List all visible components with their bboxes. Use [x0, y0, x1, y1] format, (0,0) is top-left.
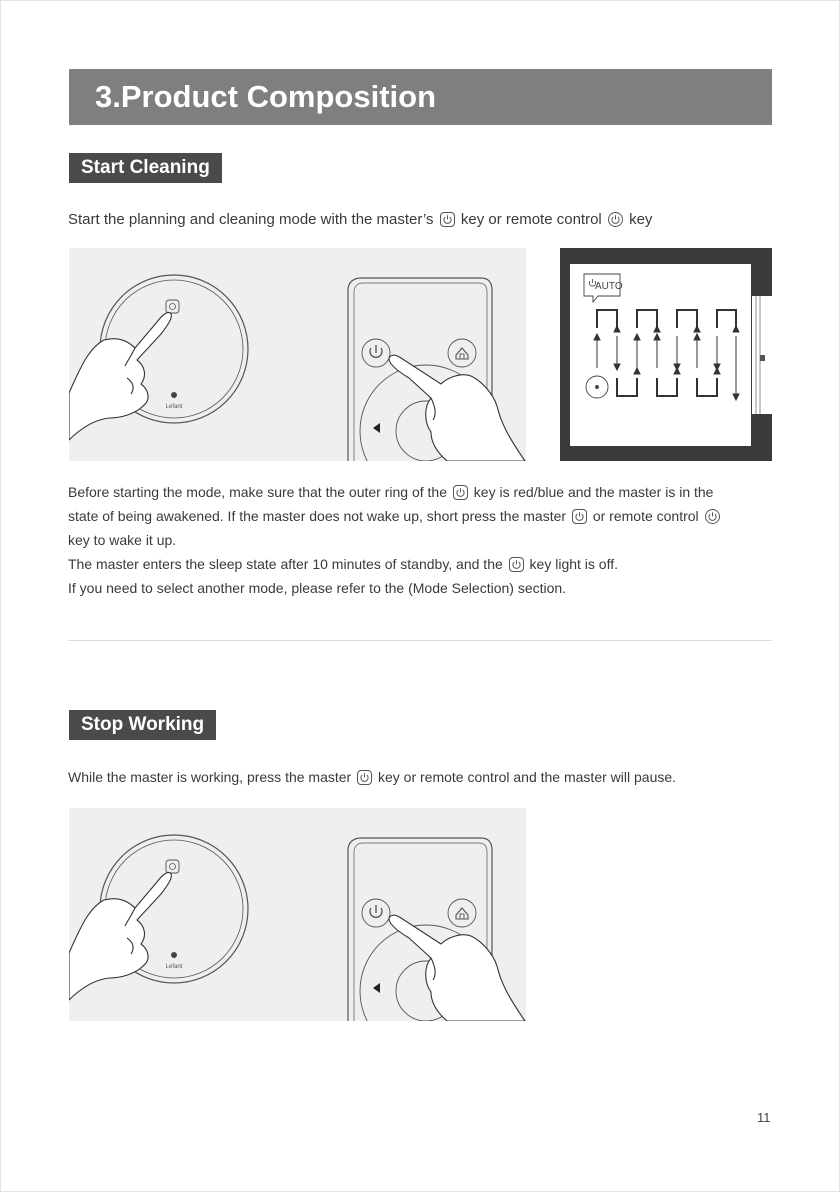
- power-round-icon: [705, 509, 720, 524]
- start-illustration: [69, 248, 526, 461]
- page-number: 11: [757, 1110, 771, 1125]
- robot-brand: Lefant: [165, 404, 183, 410]
- left-arrow-icon: [373, 983, 380, 993]
- stop-lead-after: key or remote control and the master will pause.: [378, 769, 677, 785]
- section-title: 3.Product Composition: [69, 69, 772, 125]
- power-key-icon: [357, 770, 372, 785]
- start-para-line2: [68, 508, 722, 524]
- hand-remote: [389, 915, 525, 1021]
- stop-lead: [68, 769, 676, 785]
- start-lead: [68, 211, 652, 228]
- para2-after: or remote control: [592, 508, 699, 524]
- start-para-line4: [68, 556, 618, 572]
- start-lead-before: Start the planning and cleaning mode with the master’s: [68, 211, 434, 228]
- start-para-line1: [68, 484, 713, 500]
- power-key-icon: [453, 485, 468, 500]
- start-lead-middle: key or remote control: [460, 211, 602, 228]
- start-para-line3: key to wake it up.: [68, 532, 177, 548]
- para1-before: Before starting the mode, make sure that the outer ring of the: [68, 484, 447, 500]
- power-key-icon: [509, 557, 524, 572]
- cleaning-path-panel: [560, 248, 772, 461]
- para1-after: key is red/blue and the master is in the: [473, 484, 714, 500]
- start-lead-after: key: [629, 211, 653, 228]
- robot-brand: Lefant: [165, 964, 183, 970]
- stop-illustration: [69, 808, 526, 1021]
- start-cleaning-heading: Start Cleaning: [69, 153, 222, 183]
- start-para-line5: If you need to select another mode, please refer to the (Mode Selection) section.: [68, 580, 567, 596]
- auto-label: AUTO: [595, 281, 623, 292]
- stop-working-heading: Stop Working: [69, 710, 216, 740]
- para4-before: The master enters the sleep state after 10 minutes of standby, and the: [68, 556, 503, 572]
- para2-before: state of being awakened. If the master does not wake up, short press the master: [68, 508, 567, 524]
- power-round-icon: [608, 212, 623, 227]
- power-key-icon: [572, 509, 587, 524]
- stop-lead-before: While the master is working, press the master: [68, 769, 352, 785]
- para4-after: key light is off.: [529, 556, 618, 572]
- hand-remote: [389, 355, 525, 461]
- left-arrow-icon: [373, 423, 380, 433]
- section-divider: [68, 640, 772, 641]
- power-key-icon: [440, 212, 455, 227]
